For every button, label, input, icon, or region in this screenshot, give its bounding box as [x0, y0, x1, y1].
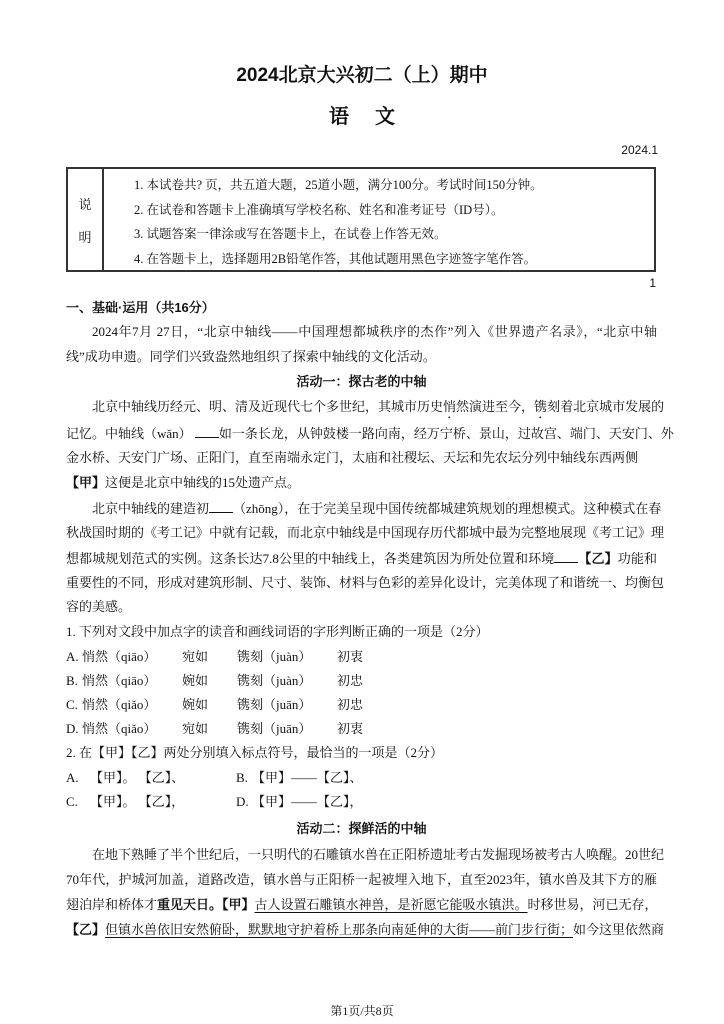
- underlined-sentence: 古人设置石雕镇水神兽，是祈愿它能吸水镇洪。: [254, 897, 528, 912]
- marker-yi: 【乙】: [578, 551, 618, 566]
- option-word: 悄然（qiāo）: [82, 673, 157, 688]
- label-char: 明: [78, 229, 92, 245]
- passage-line: 70年代，护城河加盖，道路改造，镇水兽与正阳桥一起被埋入地下，直至2023年，镇水兽及其下方的雁: [66, 872, 657, 887]
- q2-option-b[interactable]: [236, 768, 363, 788]
- instructions-label: [68, 169, 104, 270]
- exam-date: 2024.1: [621, 143, 658, 157]
- instruction-item: 2. 在试卷和答题卡上准确填写学校名称、姓名和准考证号（ID号）。: [134, 202, 504, 217]
- text: 然演进至今，: [456, 399, 535, 414]
- marker-yi: 【乙】: [66, 922, 106, 937]
- q1-option-b[interactable]: [66, 671, 657, 691]
- fill-blank: [195, 423, 219, 438]
- dotted-char: 镌: [534, 399, 548, 414]
- passage-line: [66, 397, 665, 422]
- q1-option-d[interactable]: [66, 719, 657, 739]
- text: 如一条长龙，从钟鼓楼一路向南，经万宁桥、景山，过故宫、端门、天安门、外: [218, 426, 674, 441]
- option-letter: C.: [66, 794, 78, 809]
- question-1-stem: 1. 下列对文段中加点字的读音和画线词语的字形判断正确的一项是（2分）: [66, 624, 489, 639]
- option-letter: A.: [66, 770, 79, 785]
- option-text: 【甲】。 【乙】、: [90, 770, 185, 785]
- q2-option-a[interactable]: [66, 768, 236, 788]
- passage-line: 秋战国时期的《考工记》中就有记载，而北京中轴线是中国现存历代都城中最为完整地展现《考工记》理: [66, 525, 665, 540]
- option-letter: C.: [66, 697, 78, 712]
- subject-title: 语文: [329, 106, 421, 128]
- text: 北京中轴线的建造初: [92, 501, 210, 516]
- fill-blank: [554, 548, 578, 563]
- instructions-box: [66, 167, 656, 272]
- intro-line: 线”成功申遗。同学们兴致盎然地组织了探索中轴线的文化活动。: [66, 349, 436, 364]
- option-word: 悄然（qiāo）: [82, 649, 157, 664]
- option-word: 镌刻（juàn）: [237, 649, 312, 664]
- q2-options-row: [66, 792, 657, 812]
- instruction-item: 4. 在答题卡上，选择题用2B铅笔作答，其他试题用黑色字迹签字笔作答。: [134, 251, 537, 266]
- passage-line: [66, 423, 674, 444]
- passage-line: [66, 473, 657, 493]
- option-word: 镌刻（juān）: [237, 697, 312, 712]
- option-word: 镌刻（juān）: [237, 721, 312, 736]
- passage-line: 在地下熟睡了半个世纪后，一只明代的石雕镇水兽在正阳桥遗址考古发掘现场被考古人唤醒。20世纪: [92, 847, 665, 862]
- text: 如今这里依然商: [573, 922, 665, 937]
- option-text: 【甲】——【乙】，: [252, 794, 363, 809]
- activity-heading: 活动二：探鲜活的中轴: [296, 821, 427, 836]
- option-word: 婉如: [182, 697, 209, 712]
- option-word: 初忠: [337, 673, 364, 688]
- page-footer: 第1页/共8页: [330, 1004, 394, 1018]
- label-char: 说: [78, 196, 92, 212]
- text: （zhōng），在于完美呈现中国传统都城建筑规划的理想模式。这种模式在春: [233, 501, 662, 516]
- text: 刻着北京城市发展的: [547, 399, 665, 414]
- option-letter: D.: [66, 721, 79, 736]
- instruction-item: 3. 试题答案一律涂或写在答题卡上，在试卷上作答无效。: [134, 227, 447, 241]
- option-word: 镌刻（juàn）: [237, 673, 312, 688]
- dotted-char: 悄: [443, 399, 457, 414]
- instruction-item: 1. 本试卷共? 页，共五道大题，25道小题，满分100分。考试时间150分钟。: [134, 178, 543, 192]
- option-letter: B.: [236, 770, 248, 785]
- marker-jia: 【甲】: [66, 475, 106, 490]
- exam-title: 2024北京大兴初二（上）期中: [236, 65, 488, 86]
- option-letter: B.: [66, 673, 78, 688]
- option-word: 悄然（qiǎo）: [82, 721, 157, 736]
- option-word: 悄然（qiǎo）: [82, 697, 157, 712]
- passage-line: [66, 895, 657, 915]
- option-word: 婉如: [182, 673, 209, 688]
- fill-blank: [209, 498, 233, 513]
- q1-option-a[interactable]: [66, 647, 657, 667]
- text: 时移世易，河已无存，: [527, 897, 658, 912]
- page-marker: 1: [649, 276, 656, 290]
- q2-option-d[interactable]: [236, 792, 363, 812]
- option-word: 宛如: [182, 721, 209, 736]
- passage-line: [66, 498, 662, 519]
- passage-line: 容的美感。: [66, 599, 132, 614]
- bold-text: 重见天日。【甲】: [157, 897, 255, 912]
- option-text: 【甲】。 【乙】，: [90, 794, 185, 809]
- text: 翅泊岸和桥体才: [66, 897, 158, 912]
- option-letter: A.: [66, 649, 79, 664]
- section-heading: 一、基础·运用（共16分）: [66, 300, 215, 315]
- text: 想都城规划范式的实例。这条长达7.8公里的中轴线上，各类建筑因为所处位置和环境: [66, 551, 555, 566]
- option-letter: D.: [236, 794, 249, 809]
- option-word: 宛如: [182, 649, 209, 664]
- activity-heading: 活动一：探古老的中轴: [296, 374, 427, 389]
- option-text: 【甲】——【乙】、: [252, 770, 363, 785]
- text: 这便是北京中轴线的15处遗产点。: [105, 475, 301, 490]
- passage-line: 重要性的不同，形成对建筑形制、尺寸、装饰、材料与色彩的差异化设计，完美体现了和谐统一、均衡包: [66, 575, 665, 590]
- text: 北京中轴线历经元、明、清及近现代七个多世纪，其城市历史: [92, 399, 444, 414]
- intro-line: 2024年7月 27日，“北京中轴线——中国理想都城秩序的杰作”列入《世界遗产名录》，“北京中轴: [92, 324, 657, 339]
- passage-line: 金水桥、天安门广场、正阳门，直至南端永定门，太庙和社稷坛、天坛和先农坛分列中轴线东西两侧: [66, 450, 639, 465]
- text: 记忆。中轴线（wǎn）: [66, 426, 192, 441]
- option-word: 初衷: [337, 649, 364, 664]
- q1-option-c[interactable]: [66, 695, 657, 715]
- underlined-sentence: 但镇水兽依旧安然俯卧，默默地守护着桥上那条向南延伸的大街——前门步行街；: [105, 922, 574, 937]
- question-2-stem: 2. 在【甲】【乙】两处分别填入标点符号，最恰当的一项是（2分）: [66, 745, 444, 760]
- option-word: 初忠: [337, 697, 364, 712]
- q2-option-c[interactable]: [66, 792, 236, 812]
- passage-line: [66, 548, 657, 569]
- text: 功能和: [617, 551, 657, 566]
- passage-line: [66, 920, 665, 940]
- option-word: 初衷: [337, 721, 364, 736]
- q2-options-row: [66, 768, 657, 788]
